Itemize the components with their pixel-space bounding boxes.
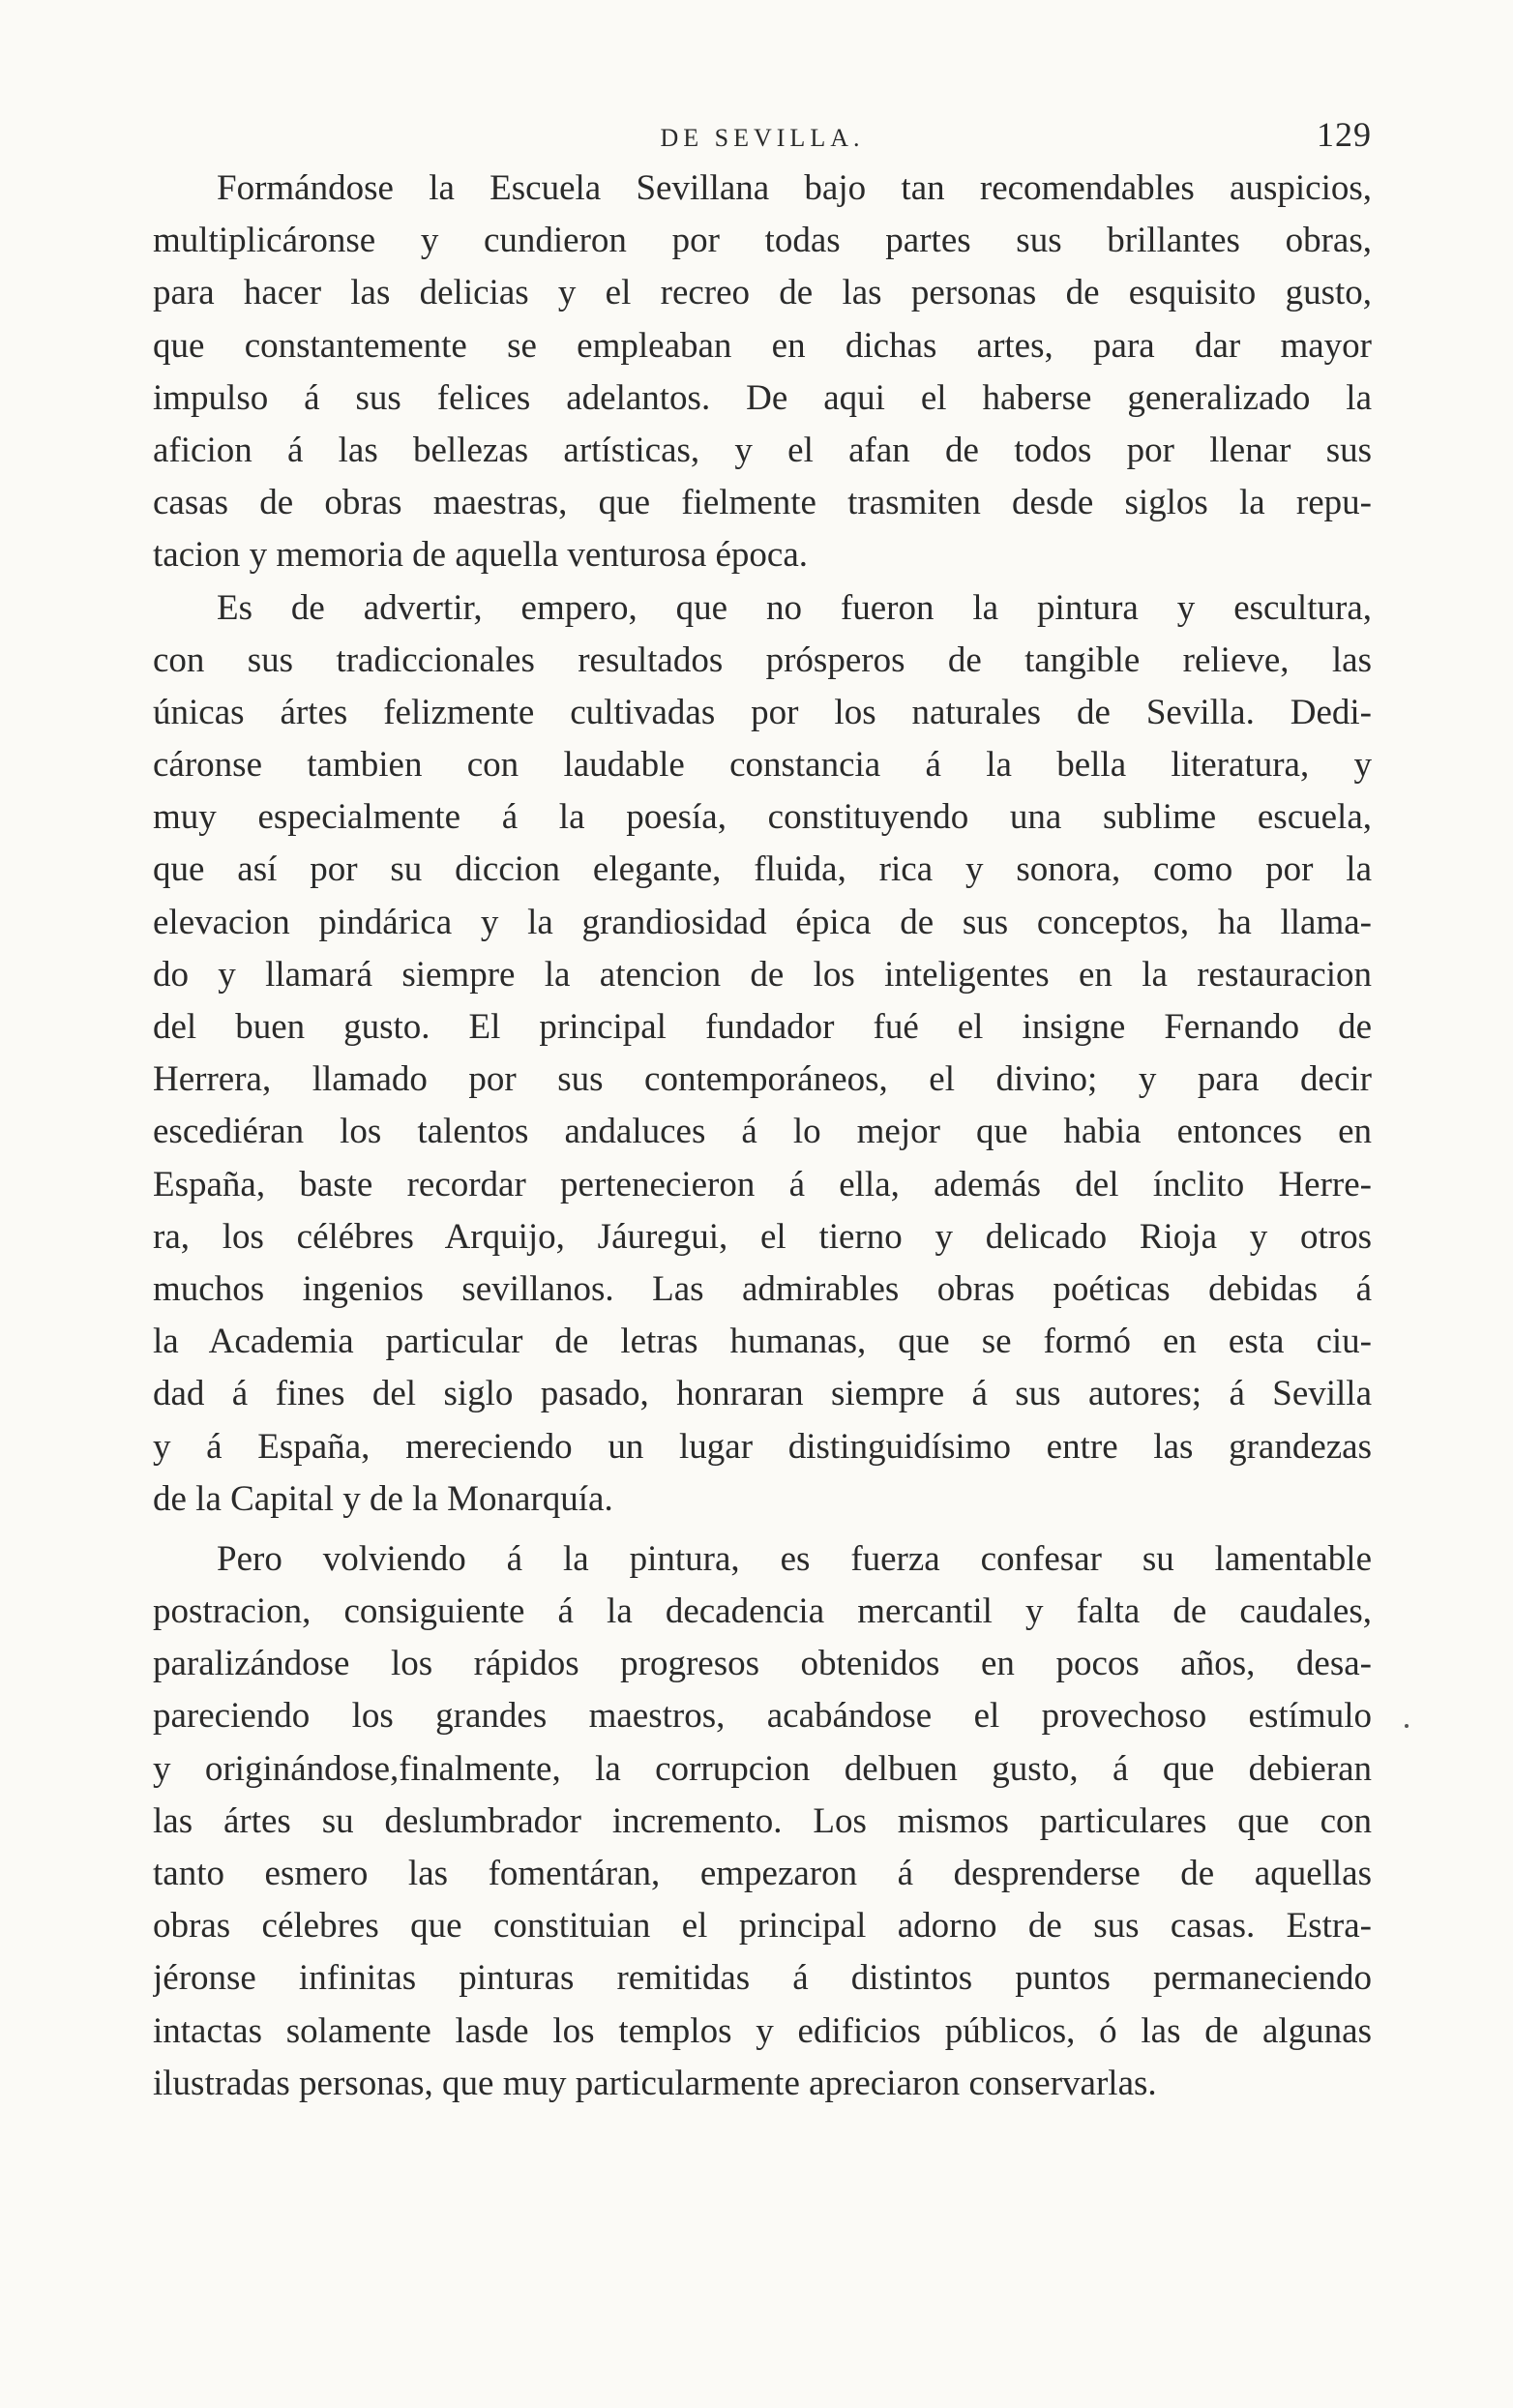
text-line: España, baste recordar pertenecieron á ella, además del ínclito Herre- (153, 1164, 1372, 1204)
text-line: Herrera, llamado por sus contemporáneos, el divino; y para decir (153, 1059, 1372, 1100)
text-line: de la Capital y de la Monarquía. (153, 1478, 613, 1519)
text-line: muy especialmente á la poesía, constituyendo una sublime escuela, (153, 797, 1372, 838)
text-line: Es de advertir, empero, que no fueron la pintura y escultura, (217, 587, 1372, 628)
text-line: que constantemente se empleaban en dichas artes, para dar mayor (153, 325, 1372, 366)
body-text (153, 163, 1372, 2110)
ink-speck (1405, 1724, 1409, 1728)
text-line: jéronse infinitas pinturas remitidas á distintos puntos permaneciendo (153, 1958, 1372, 1999)
text-line: ra, los célébres Arquijo, Jáuregui, el tierno y delicado Rioja y otros (153, 1216, 1372, 1257)
text-line: cáronse tambien con laudable constancia á la bella literatura, y (153, 745, 1372, 786)
text-line: Formándose la Escuela Sevillana bajo tan recomendables auspicios, (217, 168, 1372, 208)
text-line: impulso á sus felices adelantos. De aqui el haberse generalizado la (153, 377, 1372, 418)
text-line: escediéran los talentos andaluces á lo mejor que habia entonces en (153, 1112, 1372, 1152)
text-line: elevacion pindárica y la grandiosidad épica de sus conceptos, ha llama- (153, 902, 1372, 942)
text-line: pareciendo los grandes maestros, acabándose el provechoso estímulo (153, 1696, 1372, 1737)
text-line: la Academia particular de letras humanas, que se formó en esta ciu- (153, 1322, 1372, 1362)
text-line: y originándose,finalmente, la corrupcion delbuen gusto, á que debieran (153, 1748, 1372, 1789)
text-line: las ártes su deslumbrador incremento. Los mismos particulares que con (153, 1800, 1372, 1841)
text-line: dad á fines del siglo pasado, honraran siempre á sus autores; á Sevilla (153, 1374, 1372, 1414)
text-line: tacion y memoria de aquella venturosa época. (153, 535, 809, 576)
text-line: do y llamará siempre la atencion de los inteligentes en la restauracion (153, 954, 1372, 995)
text-line: del buen gusto. El principal fundador fué el insigne Fernando de (153, 1007, 1372, 1047)
text-line: que así por su diccion elegante, fluida, rica y sonora, como por la (153, 849, 1372, 890)
text-line: paralizándose los rápidos progresos obtenidos en pocos años, desa- (153, 1644, 1372, 1684)
text-line: tanto esmero las fomentáran, empezaron á desprenderse de aquellas (153, 1854, 1372, 1893)
text-line: muchos ingenios sevillanos. Las admirables obras poéticas debidas á (153, 1268, 1372, 1309)
running-title: DE SEVILLA. (660, 124, 865, 152)
page-number: 129 (1317, 115, 1372, 154)
text-line: Pero volviendo á la pintura, es fuerza confesar su lamentable (217, 1538, 1372, 1579)
text-line: y á España, mereciendo un lugar distinguidísimo entre las grandezas (153, 1426, 1372, 1467)
text-line: con sus tradiccionales resultados prósperos de tangible relieve, las (153, 639, 1372, 680)
text-line: ilustradas personas, que muy particularmente apreciaron conservarlas. (153, 2063, 1157, 2103)
text-line: postracion, consiguiente á la decadencia mercantil y falta de caudales, (153, 1591, 1372, 1632)
text-line: únicas ártes felizmente cultivadas por los naturales de Sevilla. Dedi- (153, 692, 1372, 732)
text-line: para hacer las delicias y el recreo de las personas de esquisito gusto, (153, 273, 1372, 313)
text-line: casas de obras maestras, que fielmente trasmiten desde siglos la repu- (153, 483, 1372, 523)
page-header (153, 114, 1372, 163)
text-line: multiplicáronse y cundieron por todas partes sus brillantes obras, (153, 221, 1372, 261)
text-line: aficion á las bellezas artísticas, y el afan de todos por llenar sus (153, 430, 1372, 470)
text-line: intactas solamente lasde los templos y edificios públicos, ó las de algunas (153, 2010, 1372, 2051)
paragraph-gap (153, 1526, 1372, 1533)
text-line: obras célebres que constituian el principal adorno de sus casas. Estra- (153, 1906, 1372, 1947)
